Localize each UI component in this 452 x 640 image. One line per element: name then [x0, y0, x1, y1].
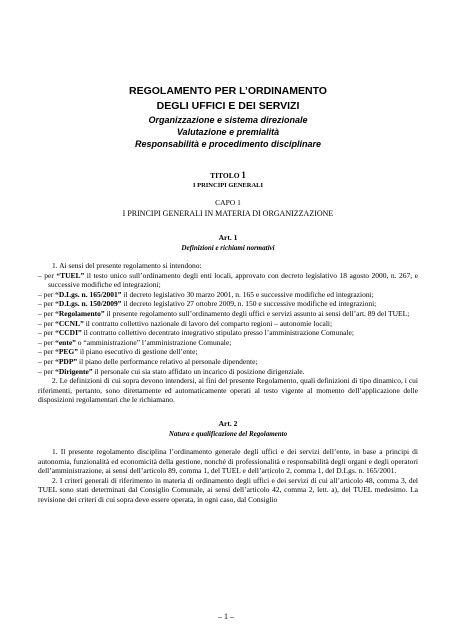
- definition-term: “CCDI”: [55, 328, 82, 338]
- definition-text: il contratto collettivo decentrato integrativo stipulato presso l’amministrazione Comunale;: [81, 328, 354, 338]
- definition-term: “Dirigente”: [55, 366, 93, 376]
- definition-term: “Regolamento”: [55, 308, 105, 318]
- definition-item: [38, 357, 418, 367]
- definition-text: il testo unico sull’ordinamento degli enti locali, approvato con decreto legislativo 18 agosto 2000, n. 267, e successive modifiche ed integrazioni;: [48, 270, 419, 290]
- definition-term: “D.Lgs. n. 165/2001”: [55, 289, 122, 299]
- definition-text: o “amministrazione” l’amministrazione Comunale;: [75, 337, 232, 347]
- art1-para2: 2. Le definizioni di cui sopra devono intendersi, ai fini del presente Regolamento, quali definizioni di tipo dinamico, i cui riferimenti, pertanto, sono direttamente ed automaticamente operati al testo vigente al momento dell’applicazione delle disposizioni regolamentari che le richiamano.: [38, 376, 418, 405]
- art1-title: Definizioni e richiami normativi: [181, 244, 275, 252]
- definition-item: [38, 338, 418, 348]
- art2-para1: 1. Il presente regolamento disciplina l’ordinamento generale degli uffici e dei servizi dell’ente, in base a principi di autonomia, funzionalità ed economicità della gestione, nonché di professionalità e responsabilità degli organi e degli operatori dell’amministrazione, ai sensi dell’articolo 89, comma 1, del TUEL e dell’articolo 2, comma 1, del D.Lgs. n. 165/2001.: [38, 446, 418, 476]
- document-title-block: [38, 84, 418, 150]
- capo-number: 1: [237, 198, 241, 207]
- titolo-label: TITOLO: [210, 171, 240, 180]
- definition-text: il decreto legislativo 27 ottobre 2009, n. 150 e successive modifiche ed integrazioni;: [121, 299, 377, 309]
- titolo-name: I PRINCIPI GENERALI: [192, 182, 264, 189]
- capo-heading: [38, 198, 418, 208]
- definition-item: [38, 367, 418, 377]
- subtitle-responsabilita: Responsabilità e procedimento disciplinare: [134, 139, 322, 149]
- definition-item: [38, 347, 418, 357]
- subtitle-valutazione: Valutazione e premialità: [176, 127, 280, 137]
- definition-term: “TUEL”: [56, 270, 85, 280]
- definition-item: [38, 299, 418, 309]
- definition-prefix: – per: [38, 299, 56, 309]
- page-number: – 1 –: [218, 612, 234, 621]
- document-page: [38, 84, 418, 504]
- definition-item: [38, 271, 418, 290]
- art1-heading: Art. 1: [218, 233, 238, 242]
- definition-term: “PDP”: [55, 356, 78, 366]
- capo-label: CAPO: [215, 198, 236, 207]
- definition-text: il presente regolamento sull’ordinamento degli uffici e servizi assunto ai sensi dell’art. 89 del TUEL;: [104, 308, 410, 318]
- art2-heading: Art. 2: [218, 418, 238, 428]
- definition-item: [38, 309, 418, 319]
- definition-text: il piano delle performance relativo al personale dipendente;: [77, 356, 258, 366]
- definition-prefix: – per: [38, 337, 56, 347]
- definition-prefix: – per: [38, 308, 56, 318]
- definition-text: il piano esecutivo di gestione dell’ente;: [78, 347, 198, 357]
- definition-term: “CCNL”: [55, 318, 84, 328]
- art1-intro: 1. Ai sensi del presente regolamento si intendono:: [52, 261, 202, 270]
- capo-name: I PRINCIPI GENERALI IN MATERIA DI ORGANIZZAZIONE: [122, 209, 334, 218]
- main-title-line2: DEGLI UFFICI E DEI SERVIZI: [156, 100, 300, 112]
- art2-para2: 2. I criteri generali di riferimento in materia di ordinamento degli uffici e dei servizi di cui all’articolo 48, comma 3, del TUEL sono stati determinati dal Consiglio Comunale, ai sensi dell’articolo 42, comma 2, lett. a), del TUEL medesimo. La revisione dei criteri di cui sopra deve essere operata, in ogni caso, dal Consiglio: [38, 475, 418, 504]
- definition-text: il contratto collettivo nazionale di lavoro del comparto regioni – autonomie locali;: [83, 318, 333, 328]
- definition-prefix: – per: [38, 328, 56, 338]
- definition-item: [38, 328, 418, 338]
- art2-title: Natura e qualificazione del Regolamento: [168, 429, 288, 438]
- definition-text: il personale cui sia stato affidato un incarico di posizione dirigenziale.: [92, 366, 305, 376]
- art1-definition-list: [38, 271, 418, 377]
- definition-text: il decreto legislativo 30 marzo 2001, n. 165 e successive modifiche ed integrazioni;: [121, 289, 374, 299]
- titolo-heading: [38, 170, 418, 181]
- definition-prefix: – per: [38, 356, 56, 366]
- main-title-line1: REGOLAMENTO PER L’ORDINAMENTO: [129, 85, 327, 97]
- definition-item: [38, 290, 418, 300]
- definition-term: “ente”: [55, 337, 76, 347]
- definition-prefix: – per: [38, 270, 57, 280]
- definition-prefix: – per: [38, 366, 56, 376]
- definition-prefix: – per: [38, 289, 56, 299]
- definition-term: “PEG”: [55, 347, 78, 357]
- definition-prefix: – per: [38, 318, 56, 328]
- titolo-number: 1: [241, 170, 246, 180]
- subtitle-organizzazione: Organizzazione e sistema direzionale: [148, 115, 308, 125]
- definition-term: “D.Lgs. n. 150/2009”: [55, 299, 122, 309]
- definition-prefix: – per: [38, 347, 56, 357]
- definition-item: [38, 319, 418, 329]
